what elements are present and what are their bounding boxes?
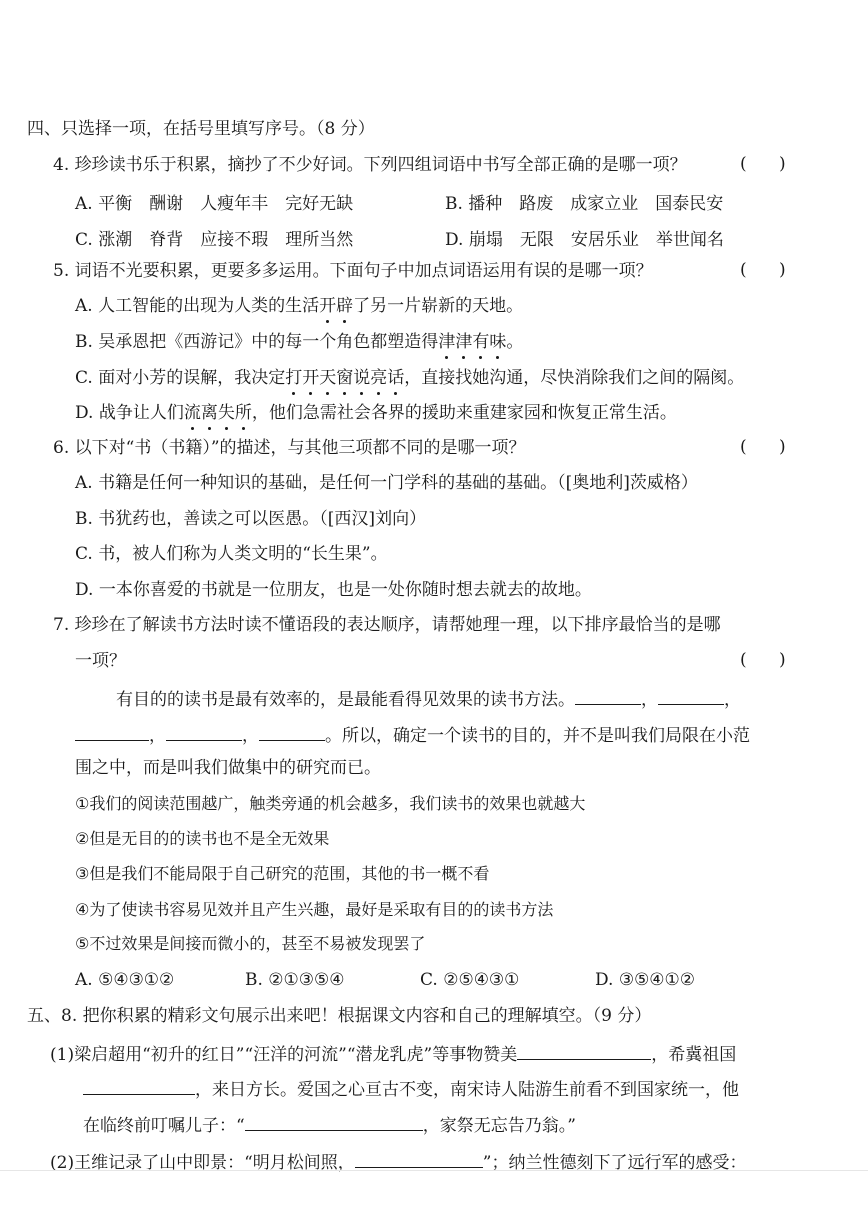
q6-option-c: C. 书，被人们称为人类文明的“长生果”。 — [75, 544, 388, 564]
q5-b-pre: B. 吴承恩把《西游记》中的每一个角色都塑造得 — [75, 332, 439, 352]
q5-a-post: 了另一片崭新的天地。 — [353, 296, 524, 316]
q5-b-dotted-word-char: 有 — [472, 332, 490, 352]
s5-p1-line1 — [50, 1041, 736, 1066]
section-5-heading: 五、8. 把你积累的精彩文句展示出来吧！根据课文内容和自己的理解填空。（9 分） — [27, 1006, 652, 1026]
section-4-heading: 四、只选择一项，在括号里填写序号。（8 分） — [27, 119, 375, 139]
q5-d-dotted-word-char: 所 — [234, 403, 252, 423]
q5-d-dotted-word-char: 离 — [200, 403, 218, 423]
q6-option-b: B. 书犹药也，善读之可以医愚。（[西汉]刘向） — [75, 509, 427, 529]
q7-blank-1[interactable] — [575, 686, 641, 705]
q5-d-dotted-word-char: 流 — [183, 403, 201, 423]
q4-option-a: A. 平衡 酬谢 人瘦年丰 完好无缺 — [75, 194, 354, 214]
s5-blank-1[interactable] — [517, 1041, 651, 1060]
s5-blank-2[interactable] — [83, 1076, 195, 1095]
q5-c-dotted-word-char: 说 — [353, 368, 371, 388]
q7-stem-line1: 7. 珍珍在了解读书方法时读不懂语段的表达顺序，请帮她理一理，以下排序最恰当的是哪 — [53, 615, 721, 635]
q5-stem: 5. 词语不光要积累，更要多多运用。下面句子中加点词语运用有误的是哪一项？ — [53, 261, 653, 281]
q5-answer-bracket[interactable]: ( ) — [740, 260, 786, 280]
q5-b-dotted-word-char: 味 — [489, 332, 507, 352]
q7-blank-3[interactable] — [75, 722, 149, 741]
s5-p2-pre: (2)王维记录了山中即景：“明月松间照， — [50, 1153, 355, 1173]
q5-d-pre: D. 战争让人们 — [75, 403, 184, 423]
q5-c-dotted-word-char: 窗 — [336, 368, 354, 388]
q5-a-pre: A. 人工智能的出现为人类的生活 — [75, 296, 320, 316]
q7-passage-line3: 围之中，而是叫我们做集中的研究而已。 — [75, 758, 381, 778]
q6-answer-bracket[interactable]: ( ) — [740, 437, 786, 457]
q7-sentence-3: ③但是我们不能局限于自己研究的范围，其他的书一概不看 — [75, 864, 490, 883]
s5-p1-line1-end: ，希冀祖国 — [651, 1045, 737, 1065]
q7-sentence-4: ④为了使读书容易见效并且产生兴趣，最好是采取有目的的读书方法 — [75, 900, 554, 919]
q7-sentence-5: ⑤不过效果是间接而微小的，甚至不易被发现罢了 — [75, 934, 426, 953]
q7-passage-intro: 有目的的读书是最有效率的，是最能看得见效果的读书方法。 — [116, 690, 575, 710]
q7-blank-4[interactable] — [166, 722, 242, 741]
q5-option-b — [75, 331, 523, 353]
s5-p1-line3 — [83, 1112, 576, 1137]
s5-p2-post: ”；纳兰性德刻下了远行军的感受： — [482, 1153, 747, 1173]
s5-p1-line3-post: ，家祭无忘告乃翁。” — [422, 1116, 576, 1136]
q5-c-dotted-word-char: 打 — [285, 368, 303, 388]
s5-p1-line2-text: ，来日方长。爱国之心亘古不变，南宋诗人陆游生前看不到国家统一，他 — [195, 1080, 739, 1100]
q5-c-pre: C. 面对小芳的误解，我决定 — [75, 368, 286, 388]
q4-answer-bracket[interactable]: ( ) — [740, 154, 786, 174]
q5-c-dotted-word-char: 天 — [319, 368, 337, 388]
q5-option-c — [75, 367, 744, 389]
q6-stem: 6. 以下对“书（书籍）”的描述，与其他三项都不同的是哪一项？ — [53, 438, 526, 458]
s5-blank-3[interactable] — [245, 1112, 423, 1131]
q5-b-dotted-word — [438, 332, 506, 352]
q5-c-dotted-word-char: 话 — [387, 368, 405, 388]
q4-option-c: C. 涨潮 脊背 应接不瑕 理所当然 — [75, 230, 354, 250]
q5-option-a — [75, 295, 523, 317]
q5-option-d — [75, 402, 677, 424]
q7-option-d: D. ③⑤④①② — [595, 970, 696, 990]
q5-a-dotted-word-char: 辟 — [336, 296, 354, 316]
q5-d-post: ，他们急需社会各界的援助来重建家园和恢复正常生活。 — [251, 403, 677, 423]
q5-c-dotted-word-char: 开 — [302, 368, 320, 388]
q5-a-dotted-word-char: 开 — [319, 296, 337, 316]
q7-passage-line1: 有目的的读书是最有效率的，是最能看得见效果的读书方法。 ， ， — [116, 686, 741, 711]
q7-stem-line2: 一项？ — [75, 651, 126, 671]
q7-option-b: B. ②①③⑤④ — [245, 970, 345, 990]
q7-option-a: A. ⑤④③①② — [75, 970, 175, 990]
q7-option-c: C. ②⑤④③① — [420, 970, 520, 990]
q6-option-d: D. 一本你喜爱的书就是一位朋友，也是一处你随时想去就去的故地。 — [75, 580, 592, 600]
q5-d-dotted-word — [184, 403, 252, 423]
q5-c-post: ，直接找她沟通，尽快消除我们之间的隔阂。 — [404, 368, 745, 388]
q5-a-dotted-word — [319, 296, 353, 316]
q5-c-dotted-word-char: 亮 — [370, 368, 388, 388]
q5-b-post: 。 — [506, 332, 524, 352]
q7-sentence-2: ②但是无目的的读书也不是全无效果 — [75, 829, 330, 848]
q4-stem: 4. 珍珍读书乐于积累，摘抄了不少好词。下列四组词语中书写全部正确的是哪一项？ — [53, 155, 687, 175]
q7-passage-line2: ， ， 。所以，确定一个读书的目的，并不是叫我们局限在小范 — [75, 722, 750, 747]
q7-blank-2[interactable] — [658, 686, 724, 705]
s5-p1-line2 — [83, 1076, 739, 1101]
q7-blank-5[interactable] — [259, 722, 325, 741]
q7-answer-bracket[interactable]: ( ) — [740, 650, 786, 670]
q7-passage-continuation: 。所以，确定一个读书的目的，并不是叫我们局限在小范 — [325, 726, 750, 746]
s5-p1-line1-text: (1)梁启超用“初升的红日”“汪洋的河流”“潜龙乳虎”等事物赞美 — [50, 1045, 518, 1065]
page-bottom-rule — [0, 1170, 868, 1171]
s5-p1-line3-pre: 在临终前叮嘱儿子：“ — [83, 1116, 245, 1136]
q7-sentence-1: ①我们的阅读范围越广，触类旁通的机会越多，我们读书的效果也就越大 — [75, 794, 586, 813]
q4-option-b: B. 播种 路废 成家立业 国泰民安 — [445, 194, 724, 214]
q4-option-d: D. 崩塌 无限 安居乐业 举世闻名 — [445, 230, 724, 250]
q5-b-dotted-word-char: 津 — [438, 332, 456, 352]
q5-b-dotted-word-char: 津 — [455, 332, 473, 352]
s5-blank-4[interactable] — [355, 1149, 483, 1168]
q5-c-dotted-word — [285, 368, 404, 388]
q6-option-a: A. 书籍是任何一种知识的基础，是任何一门学科的基础的基础。（[奥地利]茨威格） — [75, 473, 698, 493]
q5-d-dotted-word-char: 失 — [217, 403, 235, 423]
